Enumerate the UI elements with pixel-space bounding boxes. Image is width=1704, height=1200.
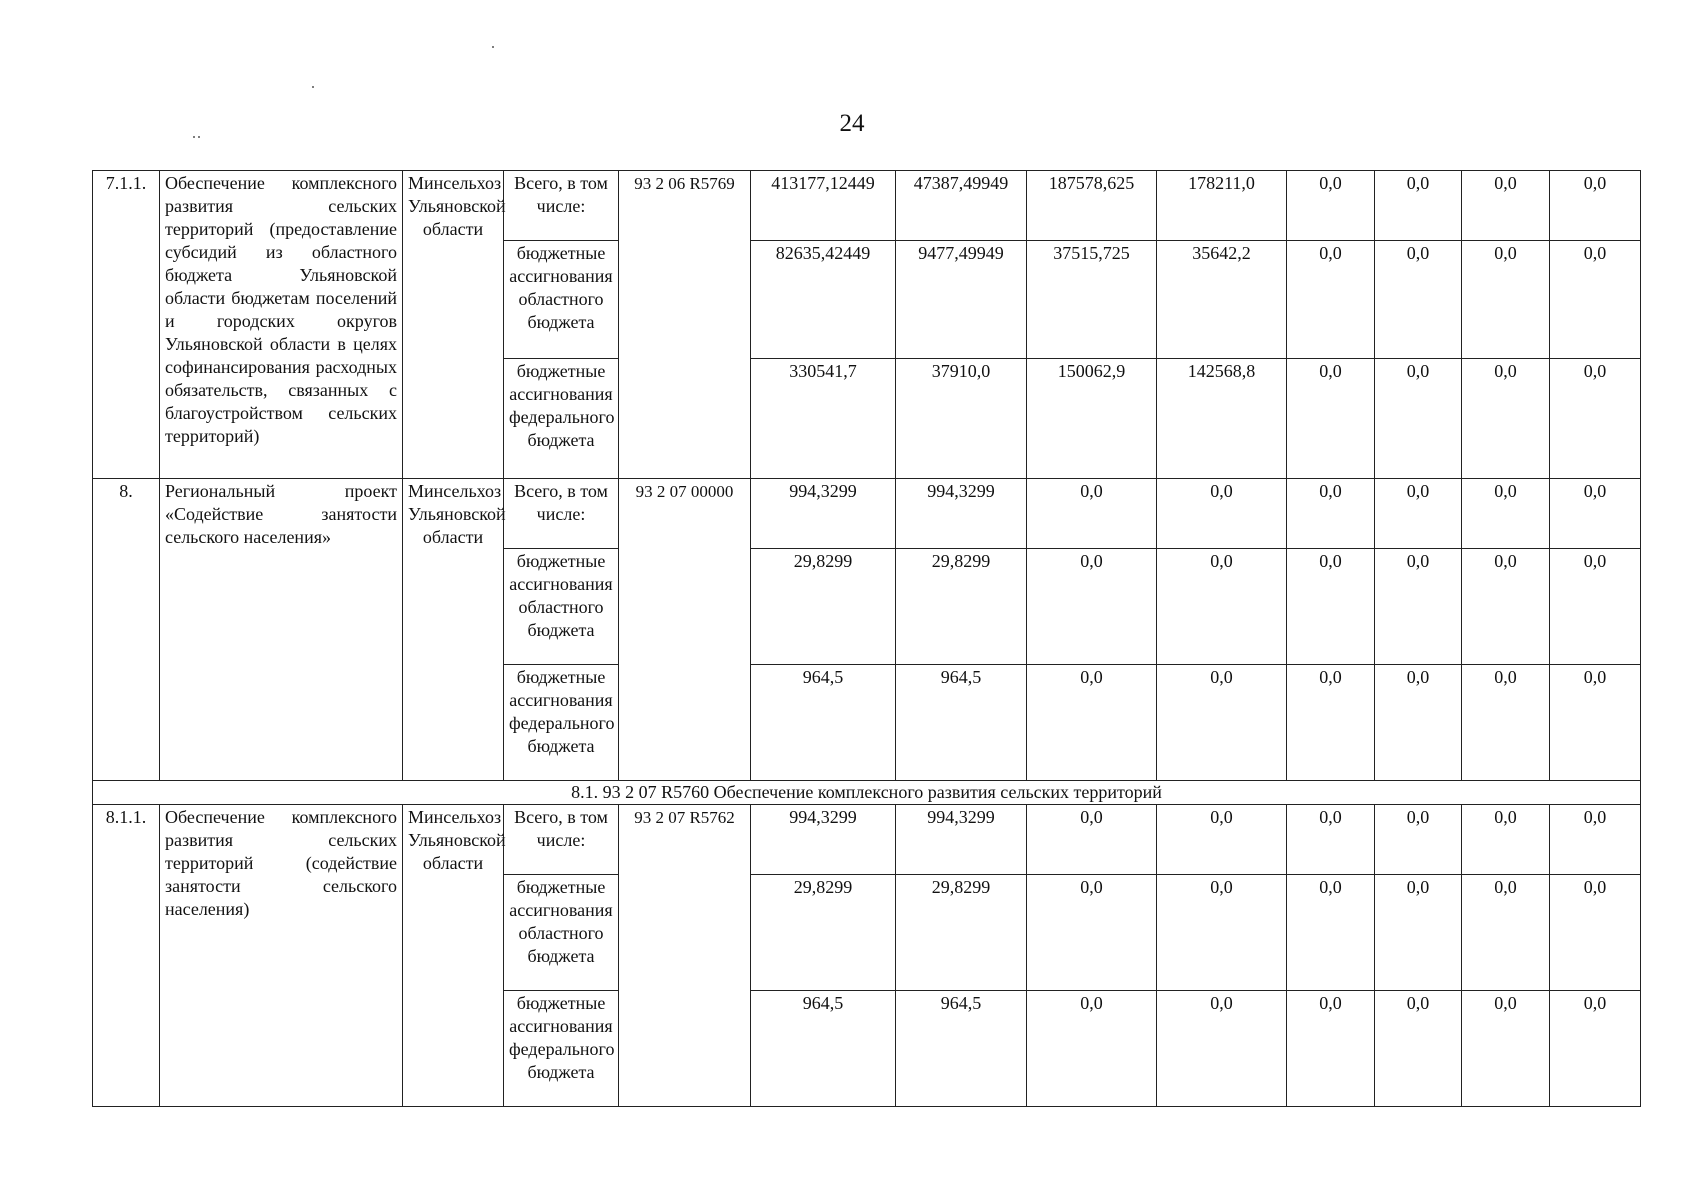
amount-cell: 0,0 xyxy=(1462,549,1550,665)
amount-cell: 0,0 xyxy=(1375,875,1462,991)
amount-cell: 413177,12449 xyxy=(751,171,896,241)
page-number: 24 xyxy=(839,110,865,137)
amount-cell: 0,0 xyxy=(1375,479,1462,549)
source-label: Всего, в том числе: xyxy=(504,805,619,875)
amount-cell: 0,0 xyxy=(1027,479,1157,549)
amount-cell: 0,0 xyxy=(1375,549,1462,665)
amount-cell: 994,3299 xyxy=(751,805,896,875)
amount-cell: 37910,0 xyxy=(896,359,1027,479)
amount-cell: 0,0 xyxy=(1550,171,1641,241)
measure-title: Обеспечение комплексного развития сельских территорий (предоставление субсидий из областного бюджета Ульяновской области бюджетам поселений и городских округов Ульяновской области в целях софинансирования расходных обязательств, связанных с благоустройством сельских территорий) xyxy=(160,171,403,479)
amount-cell: 0,0 xyxy=(1462,991,1550,1107)
amount-cell: 0,0 xyxy=(1550,991,1641,1107)
amount-cell: 0,0 xyxy=(1550,549,1641,665)
amount-cell: 0,0 xyxy=(1375,665,1462,781)
amount-cell: 330541,7 xyxy=(751,359,896,479)
row-number: 8.1.1. xyxy=(93,805,160,1107)
row-number: 7.1.1. xyxy=(93,171,160,479)
amount-cell: 0,0 xyxy=(1550,875,1641,991)
amount-cell: 0,0 xyxy=(1027,875,1157,991)
amount-cell: 0,0 xyxy=(1375,991,1462,1107)
amount-cell: 0,0 xyxy=(1550,479,1641,549)
amount-cell: 37515,725 xyxy=(1027,241,1157,359)
amount-cell: 0,0 xyxy=(1550,241,1641,359)
budget-table xyxy=(92,170,1641,1107)
scan-speck xyxy=(312,86,314,88)
amount-cell: 0,0 xyxy=(1550,665,1641,781)
amount-cell: 0,0 xyxy=(1287,805,1375,875)
amount-cell: 964,5 xyxy=(896,991,1027,1107)
amount-cell: 0,0 xyxy=(1027,665,1157,781)
source-label: бюджетные ассигнования областного бюджета xyxy=(504,875,619,991)
row-number: 8. xyxy=(93,479,160,781)
source-label: бюджетные ассигнования областного бюджета xyxy=(504,549,619,665)
budget-code: 93 2 06 R5769 xyxy=(619,171,751,479)
amount-cell: 0,0 xyxy=(1287,479,1375,549)
amount-cell: 0,0 xyxy=(1462,171,1550,241)
scan-speck xyxy=(492,46,494,48)
amount-cell: 0,0 xyxy=(1287,549,1375,665)
amount-cell: 964,5 xyxy=(751,665,896,781)
section-row xyxy=(93,781,1641,805)
amount-cell: 0,0 xyxy=(1462,875,1550,991)
amount-cell: 0,0 xyxy=(1287,359,1375,479)
amount-cell: 964,5 xyxy=(896,665,1027,781)
amount-cell: 47387,49949 xyxy=(896,171,1027,241)
amount-cell: 0,0 xyxy=(1027,549,1157,665)
amount-cell: 0,0 xyxy=(1550,359,1641,479)
table-row xyxy=(93,805,1641,875)
amount-cell: 994,3299 xyxy=(896,479,1027,549)
source-label: бюджетные ассигнования областного бюджета xyxy=(504,241,619,359)
amount-cell: 0,0 xyxy=(1157,665,1287,781)
amount-cell: 35642,2 xyxy=(1157,241,1287,359)
amount-cell: 0,0 xyxy=(1157,991,1287,1107)
amount-cell: 0,0 xyxy=(1550,805,1641,875)
source-label: Всего, в том числе: xyxy=(504,171,619,241)
table-row xyxy=(93,171,1641,241)
amount-cell: 0,0 xyxy=(1287,171,1375,241)
amount-cell: 964,5 xyxy=(751,991,896,1107)
amount-cell: 994,3299 xyxy=(751,479,896,549)
executor: Минсельхоз Ульяновской области xyxy=(403,479,504,781)
table-row xyxy=(93,479,1641,549)
amount-cell: 0,0 xyxy=(1462,665,1550,781)
source-label: бюджетные ассигнования федерального бюджета xyxy=(504,991,619,1107)
amount-cell: 0,0 xyxy=(1462,805,1550,875)
measure-title: Региональный проект «Содействие занятости сельского населения» xyxy=(160,479,403,781)
amount-cell: 29,8299 xyxy=(751,875,896,991)
amount-cell: 0,0 xyxy=(1157,805,1287,875)
budget-code: 93 2 07 00000 xyxy=(619,479,751,781)
amount-cell: 0,0 xyxy=(1287,241,1375,359)
amount-cell: 0,0 xyxy=(1287,991,1375,1107)
amount-cell: 0,0 xyxy=(1027,805,1157,875)
amount-cell: 0,0 xyxy=(1375,359,1462,479)
source-label: бюджетные ассигнования федерального бюджета xyxy=(504,359,619,479)
amount-cell: 150062,9 xyxy=(1027,359,1157,479)
amount-cell: 29,8299 xyxy=(751,549,896,665)
amount-cell: 29,8299 xyxy=(896,549,1027,665)
amount-cell: 9477,49949 xyxy=(896,241,1027,359)
amount-cell: 0,0 xyxy=(1287,665,1375,781)
amount-cell: 0,0 xyxy=(1375,805,1462,875)
amount-cell: 187578,625 xyxy=(1027,171,1157,241)
amount-cell: 0,0 xyxy=(1462,359,1550,479)
amount-cell: 0,0 xyxy=(1375,241,1462,359)
section-title: 8.1. 93 2 07 R5760 Обеспечение комплексного развития сельских территорий xyxy=(93,781,1641,805)
amount-cell: 82635,42449 xyxy=(751,241,896,359)
amount-cell: 29,8299 xyxy=(896,875,1027,991)
amount-cell: 0,0 xyxy=(1157,479,1287,549)
amount-cell: 994,3299 xyxy=(896,805,1027,875)
amount-cell: 0,0 xyxy=(1462,241,1550,359)
executor: Минсельхоз Ульяновской области xyxy=(403,171,504,479)
amount-cell: 0,0 xyxy=(1287,875,1375,991)
source-label: бюджетные ассигнования федерального бюджета xyxy=(504,665,619,781)
amount-cell: 0,0 xyxy=(1027,991,1157,1107)
executor: Минсельхоз Ульяновской области xyxy=(403,805,504,1107)
budget-code: 93 2 07 R5762 xyxy=(619,805,751,1107)
amount-cell: 0,0 xyxy=(1462,479,1550,549)
amount-cell: 0,0 xyxy=(1375,171,1462,241)
amount-cell: 178211,0 xyxy=(1157,171,1287,241)
amount-cell: 0,0 xyxy=(1157,549,1287,665)
source-label: Всего, в том числе: xyxy=(504,479,619,549)
amount-cell: 142568,8 xyxy=(1157,359,1287,479)
measure-title: Обеспечение комплексного развития сельских территорий (содействие занятости сельского населения) xyxy=(160,805,403,1107)
amount-cell: 0,0 xyxy=(1157,875,1287,991)
